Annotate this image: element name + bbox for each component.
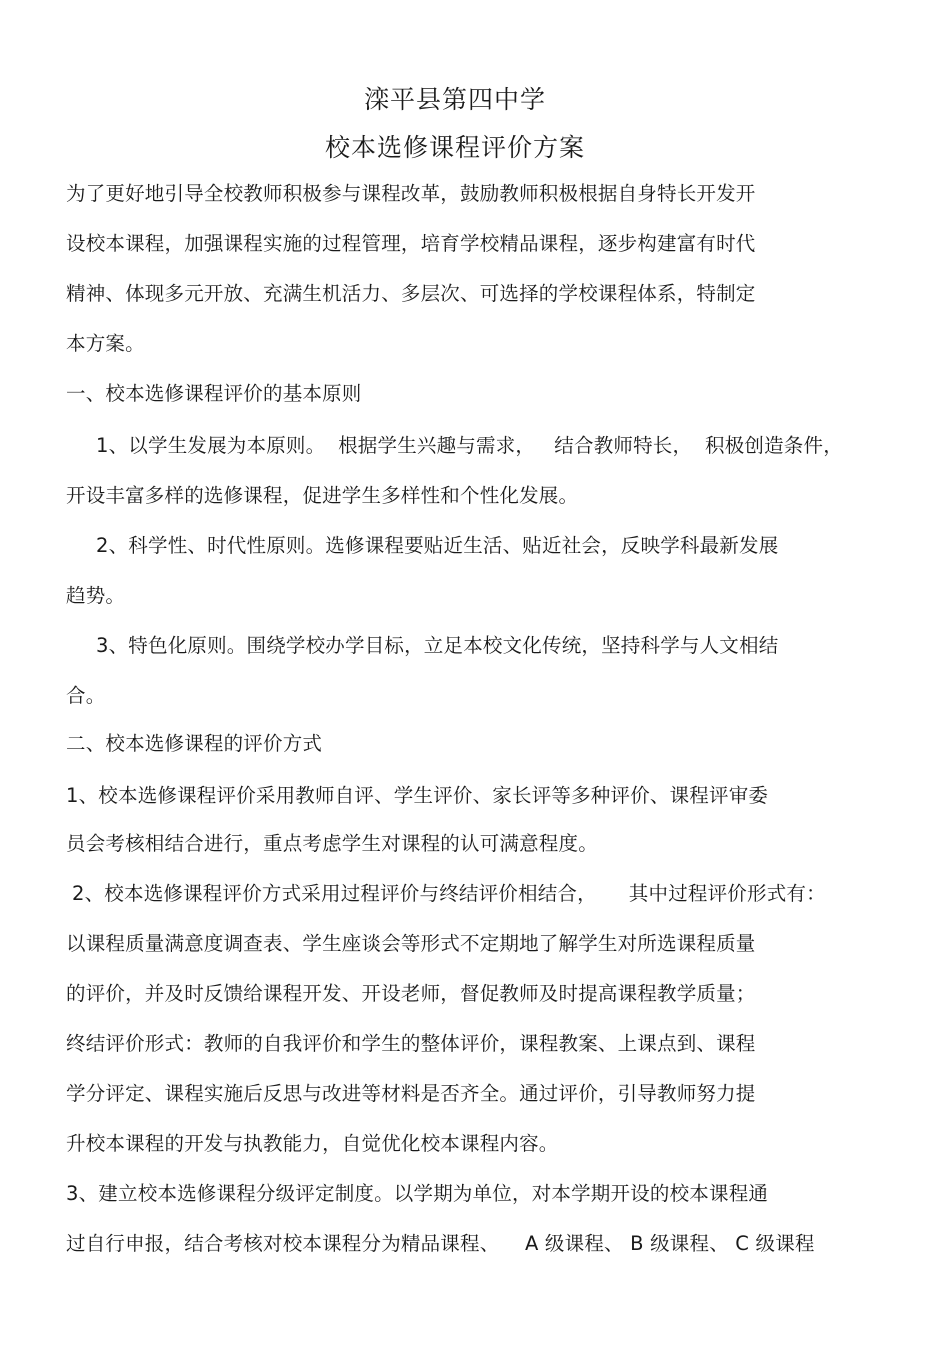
paragraph-line: 设校本课程，加强课程实施的过程管理，培育学校精品课程，逐步构建富有时代 [66, 232, 756, 255]
paragraph-line: 2、科学性、时代性原则。选修课程要贴近生活、贴近社会，反映学科最新发展 [96, 534, 779, 557]
document-title-plan: 校本选修课程评价方案 [324, 133, 585, 162]
paragraph-line: 终结评价形式：教师的自我评价和学生的整体评价，课程教案、上课点到、课程 [66, 1032, 756, 1055]
paragraph-line: 2、校本选修课程评价方式采用过程评价与终结评价相结合， 其中过程评价形式有： [72, 882, 826, 905]
paragraph-line: 本方案。 [66, 332, 145, 355]
paragraph-line: 趋势。 [66, 584, 126, 607]
paragraph-line: 过自行申报，结合考核对校本课程分为精品课程、 A 级课程、 B 级课程、 C 级课程 [66, 1232, 815, 1255]
paragraph-line: 员会考核相结合进行，重点考虑学生对课程的认可满意程度。 [66, 832, 598, 855]
paragraph-line: 以课程质量满意度调查表、学生座谈会等形式不定期地了解学生对所选课程质量 [66, 932, 756, 955]
paragraph-line: 的评价，并及时反馈给课程开发、开设老师，督促教师及时提高课程教学质量； [66, 982, 756, 1005]
paragraph-line: 升校本课程的开发与执教能力，自觉优化校本课程内容。 [66, 1132, 559, 1155]
section-heading: 一、校本选修课程评价的基本原则 [66, 382, 362, 405]
paragraph-line: 为了更好地引导全校教师积极参与课程改革，鼓励教师积极根据自身特长开发开 [66, 182, 756, 205]
document-title-school: 滦平县第四中学 [363, 85, 546, 114]
paragraph-line: 3、特色化原则。围绕学校办学目标，立足本校文化传统，坚持科学与人文相结 [96, 634, 779, 657]
paragraph-line: 精神、体现多元开放、充满生机活力、多层次、可选择的学校课程体系，特制定 [66, 282, 756, 305]
paragraph-line: 1、校本选修课程评价采用教师自评、学生评价、家长评等多种评价、课程评审委 [66, 784, 769, 807]
paragraph-line: 1、以学生发展为本原则。 根据学生兴趣与需求， 结合教师特长， 积极创造条件， [96, 434, 843, 457]
paragraph-line: 3、建立校本选修课程分级评定制度。以学期为单位，对本学期开设的校本课程通 [66, 1182, 769, 1205]
paragraph-line: 合。 [66, 684, 106, 707]
section-heading: 二、校本选修课程的评价方式 [66, 732, 323, 755]
paragraph-line: 学分评定、课程实施后反思与改进等材料是否齐全。通过评价，引导教师努力提 [66, 1082, 756, 1105]
paragraph-line: 开设丰富多样的选修课程，促进学生多样性和个性化发展。 [66, 484, 579, 507]
